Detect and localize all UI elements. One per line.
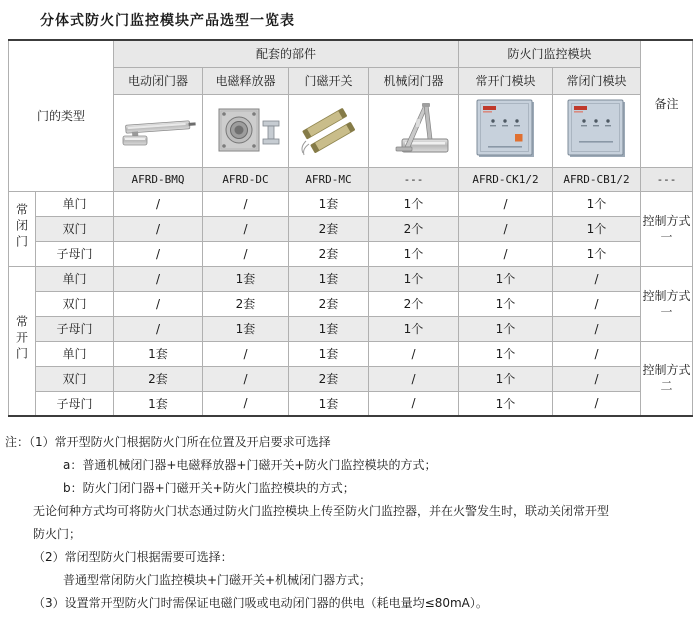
model-cell: AFRD-BMQ (114, 167, 203, 191)
remark-cell: 控制方式一 (641, 266, 693, 341)
qty-cell: 1个 (553, 191, 641, 216)
qty-cell: 1套 (203, 316, 289, 341)
remark-cell: 控制方式二 (641, 341, 693, 416)
door-type-cell: 子母门 (36, 241, 114, 266)
column-header-no-module: 常开门模块 (459, 67, 553, 94)
qty-cell: / (114, 216, 203, 241)
model-cell: --- (369, 167, 459, 191)
door-type-header: 门的类型 (9, 40, 114, 191)
qty-cell: 2个 (369, 291, 459, 316)
qty-cell: / (369, 366, 459, 391)
door-type-cell: 双门 (36, 291, 114, 316)
qty-cell: / (114, 241, 203, 266)
product-photo-cell (369, 94, 459, 167)
product-photo-cell (114, 94, 203, 167)
qty-cell: / (459, 191, 553, 216)
qty-cell: / (203, 366, 289, 391)
electric-door-closer-image (116, 103, 200, 159)
model-cell: AFRD-MC (289, 167, 369, 191)
product-photo-cell (459, 94, 553, 167)
qty-cell: / (369, 391, 459, 416)
door-type-cell: 子母门 (36, 316, 114, 341)
selection-table (8, 39, 693, 417)
note-line: a：普通机械闭门器+电磁释放器+门磁开关+防火门监控模块的方式； (63, 458, 437, 472)
note-line: 防火门； (33, 527, 82, 541)
qty-cell: 1个 (369, 316, 459, 341)
door-type-cell: 子母门 (36, 391, 114, 416)
qty-cell: 1套 (114, 391, 203, 416)
mechanical-door-closer-image (372, 101, 456, 161)
qty-cell: / (203, 391, 289, 416)
qty-cell: / (553, 366, 641, 391)
remark-cell: 控制方式一 (641, 191, 693, 266)
model-cell: AFRD-CK1/2 (459, 167, 553, 191)
qty-cell: 1套 (289, 341, 369, 366)
qty-cell: / (553, 291, 641, 316)
qty-cell: / (203, 191, 289, 216)
qty-cell: / (203, 241, 289, 266)
column-header-door-magnet: 门磁开关 (289, 67, 369, 94)
column-header-electric-closer: 电动闭门器 (114, 67, 203, 94)
note-line: 无论何种方式均可将防火门状态通过防火门监控模块上传至防火门监控器，并在火警发生时，联动关闭常开型 (33, 504, 610, 518)
qty-cell: 2套 (203, 291, 289, 316)
components-group-header: 配套的部件 (114, 40, 459, 67)
qty-cell: 2套 (289, 241, 369, 266)
product-photo-cell (289, 94, 369, 167)
model-cell: AFRD-DC (203, 167, 289, 191)
model-cell: --- (641, 167, 693, 191)
note-line: （2）常闭型防火门根据需要可选择： (33, 550, 233, 564)
qty-cell: 2套 (289, 366, 369, 391)
qty-cell: 1套 (289, 191, 369, 216)
door-type-cell: 单门 (36, 341, 114, 366)
qty-cell: 1套 (203, 266, 289, 291)
page-title: 分体式防火门监控模块产品选型一览表 (40, 13, 295, 29)
door-type-cell: 单门 (36, 191, 114, 216)
qty-cell: / (114, 291, 203, 316)
qty-cell: 1套 (289, 391, 369, 416)
qty-cell: / (114, 316, 203, 341)
qty-cell: 1个 (459, 341, 553, 366)
product-photo-cell (203, 94, 289, 167)
product-photo-cell (553, 94, 641, 167)
qty-cell: 2个 (369, 216, 459, 241)
qty-cell: 1个 (459, 266, 553, 291)
qty-cell: 2套 (114, 366, 203, 391)
qty-cell: 1个 (369, 266, 459, 291)
qty-cell: / (553, 316, 641, 341)
column-header-em-releaser: 电磁释放器 (203, 67, 289, 94)
normally-open-module-image (471, 97, 541, 165)
qty-cell: 1套 (289, 316, 369, 341)
qty-cell: / (203, 341, 289, 366)
qty-cell: / (553, 341, 641, 366)
qty-cell: 2套 (289, 216, 369, 241)
note-line: 注：（1）常开型防火门根据防火门所在位置及开启要求可选择 (5, 435, 331, 449)
column-header-mech-closer: 机械闭门器 (369, 67, 459, 94)
model-cell: AFRD-CB1/2 (553, 167, 641, 191)
door-magnet-switch-image (292, 103, 366, 159)
qty-cell: 1个 (459, 291, 553, 316)
qty-cell: / (459, 241, 553, 266)
qty-cell: / (369, 341, 459, 366)
qty-cell: 1个 (369, 241, 459, 266)
qty-cell: / (114, 191, 203, 216)
qty-cell: 1套 (289, 266, 369, 291)
footnotes (5, 431, 695, 615)
qty-cell: 1个 (553, 216, 641, 241)
qty-cell: 1个 (553, 241, 641, 266)
qty-cell: / (114, 266, 203, 291)
note-line: （3）设置常开型防火门时需保证电磁门吸或电动闭门器的供电（耗电量均≤80mA）。 (33, 596, 488, 610)
qty-cell: / (203, 216, 289, 241)
qty-cell: 1个 (369, 191, 459, 216)
door-type-cell: 双门 (36, 216, 114, 241)
column-header-nc-module: 常闭门模块 (553, 67, 641, 94)
qty-cell: 1个 (459, 316, 553, 341)
door-group-label-no: 常开门 (9, 266, 36, 416)
qty-cell: / (553, 391, 641, 416)
qty-cell: 2套 (289, 291, 369, 316)
electromagnetic-releaser-image (207, 103, 285, 159)
qty-cell: 1个 (459, 366, 553, 391)
qty-cell: 1套 (114, 341, 203, 366)
qty-cell: 1个 (459, 391, 553, 416)
door-group-label-nc: 常闭门 (9, 191, 36, 266)
door-type-cell: 单门 (36, 266, 114, 291)
remark-header: 备注 (641, 40, 693, 167)
qty-cell: / (553, 266, 641, 291)
note-line: b：防火门闭门器+门磁开关+防火门监控模块的方式； (63, 481, 355, 495)
normally-closed-module-image (562, 97, 632, 165)
door-type-cell: 双门 (36, 366, 114, 391)
note-line: 普通型常闭防火门监控模块+门磁开关+机械闭门器方式； (63, 573, 372, 587)
modules-group-header: 防火门监控模块 (459, 40, 641, 67)
qty-cell: / (459, 216, 553, 241)
